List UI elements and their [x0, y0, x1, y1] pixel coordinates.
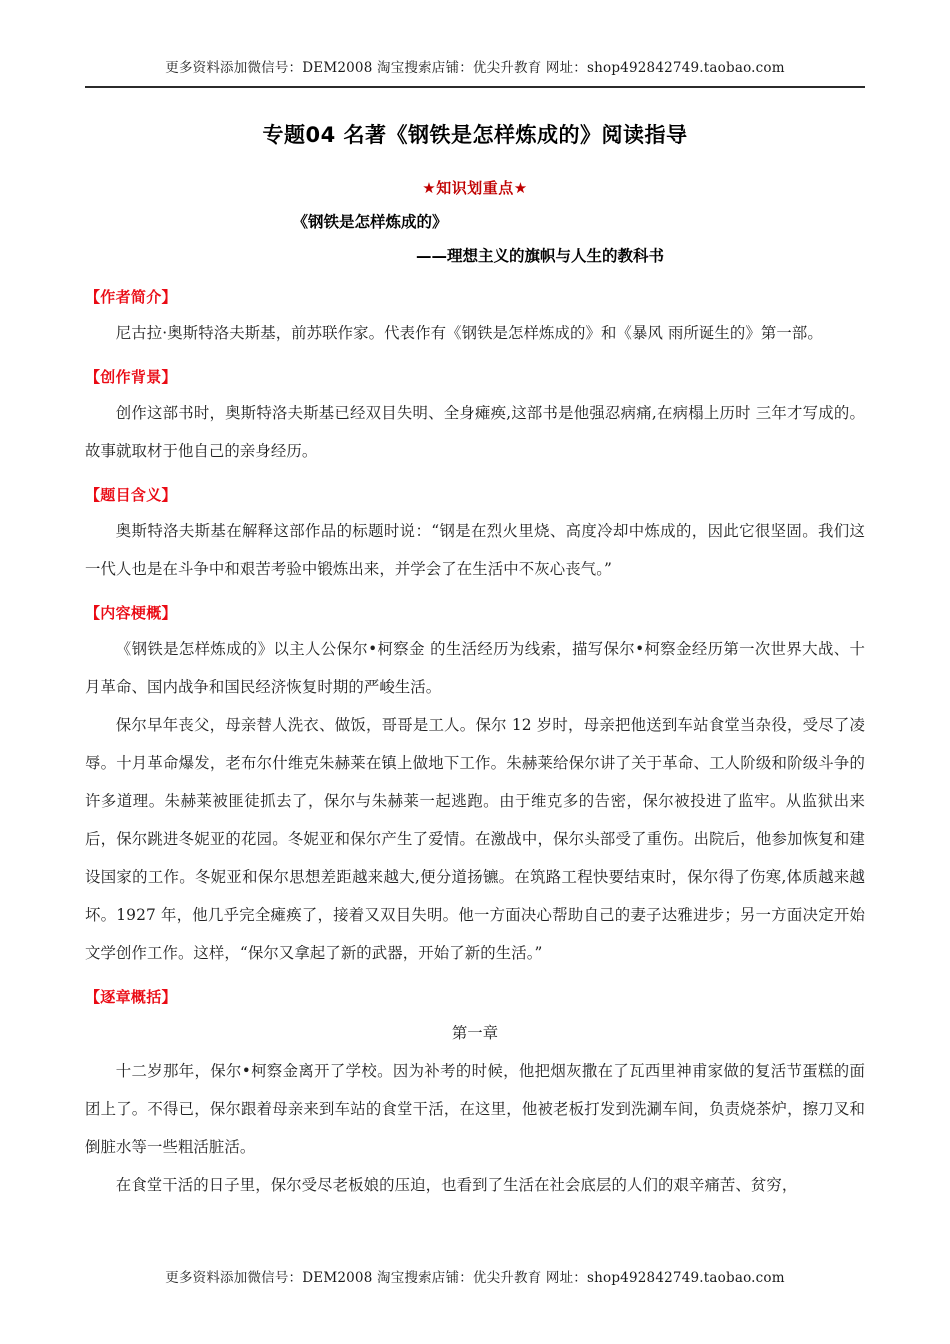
paragraph-content-summary-2: 保尔早年丧父，母亲替人洗衣、做饭，哥哥是工人。保尔 12 岁时，母亲把他送到车站食堂当杂役，受尽了凌辱。十月革命爆发，老布尔什维克朱赫莱在镇上做地下工作。朱赫莱给保尔讲了关于革命、工人阶级和阶级斗争的许多道理。朱赫莱被匪徒抓去了，保尔与朱赫莱一起逃跑。由于维克多的告密，保尔被投进了监牢。从监狱出来后，保尔跳进冬妮亚的花园。冬妮亚和保尔产生了爱情。在激战中，保尔头部受了重伤。出院后，他参加恢复和建设国家的工作。冬妮亚和保尔思想差距越来越大,便分道扬镳。在筑路工程快要结束时，保尔得了伤寒,体质越来越坏。1927 年，他几乎完全瘫痪了，接着又双目失明。他一方面决心帮助自己的妻子达雅进步；另一方面决定开始文学创作工作。这样，“保尔又拿起了新的武器，开始了新的生活。” — [85, 716, 865, 962]
paragraph-creation-background: 创作这部书时，奥斯特洛夫斯基已经双目失明、全身瘫痪,这部书是他强忍病痛,在病榻上历时 三年才写成的。故事就取材于他自己的亲身经历。 — [85, 404, 865, 460]
knowledge-banner: ★知识划重点★ — [422, 179, 528, 197]
page-header-text: 更多资料添加微信号：DEM2008 淘宝搜索店铺：优尖升教育 网址：shop492842749.taobao.com — [165, 60, 785, 76]
paragraph-chapter-one-1: 十二岁那年，保尔•柯察金离开了学校。因为补考的时候，他把烟灰撒在了瓦西里神甫家做的复活节蛋糕的面团上了。不得已，保尔跟着母亲来到车站的食堂干活，在这里，他被老板打发到洗涮车间，负责烧茶炉，擦刀叉和倒脏水等一些粗活脏活。 — [85, 1062, 865, 1156]
section-heading-chapter-summary: 【逐章概括】 — [85, 988, 177, 1006]
paragraph-author-intro: 尼古拉·奥斯特洛夫斯基，前苏联作家。代表作有《钢铁是怎样炼成的》和《暴风 雨所诞生的》第一部。 — [115, 324, 823, 342]
paragraph-title-meaning: 奥斯特洛夫斯基在解释这部作品的标题时说：“钢是在烈火里烧、高度冷却中炼成的，因此它很坚固。我们这一代人也是在斗争中和艰苦考验中锻炼出来，并学会了在生活中不灰心丧气。” — [85, 522, 865, 578]
page-title: 专题04 名著《钢铁是怎样炼成的》阅读指导 — [262, 123, 688, 147]
book-name: 《钢铁是怎样炼成的》 — [292, 213, 448, 231]
chapter-title-one: 第一章 — [451, 1024, 499, 1042]
knowledge-banner-line — [85, 174, 865, 202]
section-heading-author-intro: 【作者简介】 — [85, 288, 177, 306]
paragraph-content-summary-1: 《钢铁是怎样炼成的》以主人公保尔•柯察金 的生活经历为线索，描写保尔•柯察金经历第一次世界大战、十月革命、国内战争和国民经济恢复时期的严峻生活。 — [85, 640, 865, 696]
paragraph-chapter-one-2: 在食堂干活的日子里，保尔受尽老板娘的压迫，也看到了生活在社会底层的人们的艰辛痛苦、贫穷， — [115, 1176, 798, 1194]
page-footer — [85, 1268, 865, 1288]
section-heading-content-summary: 【内容梗概】 — [85, 604, 177, 622]
section-heading-title-meaning: 【题目含义】 — [85, 486, 177, 504]
page-header — [85, 58, 865, 96]
section-heading-creation-background: 【创作背景】 — [85, 368, 177, 386]
book-subtitle: ——理想主义的旗帜与人生的教科书 — [415, 247, 664, 265]
page-footer-text: 更多资料添加微信号：DEM2008 淘宝搜索店铺：优尖升教育 网址：shop492842749.taobao.com — [165, 1270, 785, 1286]
document-content — [85, 118, 865, 1204]
header-divider — [85, 86, 865, 88]
